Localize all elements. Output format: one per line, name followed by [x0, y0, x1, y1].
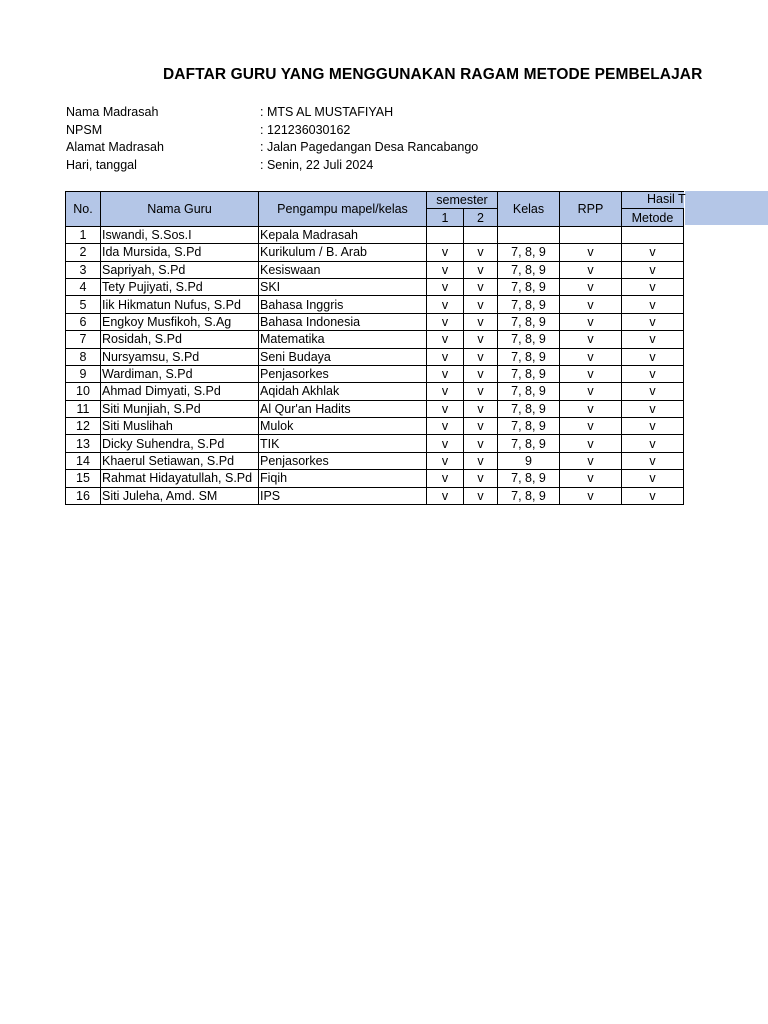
rpp-mark: v	[560, 278, 622, 295]
subject: Penjasorkes	[259, 365, 427, 382]
row-number: 12	[66, 418, 101, 435]
rpp-mark: v	[560, 452, 622, 469]
subject: Kesiswaan	[259, 261, 427, 278]
class-levels: 7, 8, 9	[498, 487, 560, 504]
metode-mark: v	[622, 383, 684, 400]
semester-2-mark: v	[464, 383, 498, 400]
semester-2-mark: v	[464, 435, 498, 452]
header-kelas: Kelas	[498, 192, 560, 227]
table-row	[66, 365, 684, 382]
row-number: 2	[66, 244, 101, 261]
rpp-mark: v	[560, 435, 622, 452]
metode-mark: v	[622, 400, 684, 417]
semester-2-mark: v	[464, 278, 498, 295]
row-number: 11	[66, 400, 101, 417]
metode-mark: v	[622, 278, 684, 295]
info-label: Hari, tanggal	[66, 157, 137, 172]
table-row	[66, 348, 684, 365]
subject: SKI	[259, 278, 427, 295]
teacher-name: Iswandi, S.Sos.I	[101, 226, 259, 243]
table-row	[66, 244, 684, 261]
table-row	[66, 400, 684, 417]
table-row	[66, 383, 684, 400]
class-levels: 7, 8, 9	[498, 296, 560, 313]
class-levels: 7, 8, 9	[498, 435, 560, 452]
semester-2-mark: v	[464, 418, 498, 435]
semester-2-mark: v	[464, 331, 498, 348]
header-overflow-band	[685, 191, 768, 225]
teacher-name: Siti Munjiah, S.Pd	[101, 400, 259, 417]
metode-mark: v	[622, 452, 684, 469]
row-number: 15	[66, 470, 101, 487]
document-title: DAFTAR GURU YANG MENGGUNAKAN RAGAM METODE PEMBELAJAR	[163, 66, 703, 83]
semester-1-mark: v	[427, 261, 464, 278]
semester-2-mark: v	[464, 296, 498, 313]
teacher-name: Nursyamsu, S.Pd	[101, 348, 259, 365]
semester-1-mark: v	[427, 348, 464, 365]
rpp-mark	[560, 226, 622, 243]
table-row	[66, 313, 684, 330]
semester-1-mark: v	[427, 383, 464, 400]
row-number: 10	[66, 383, 101, 400]
info-label: Nama Madrasah	[66, 105, 159, 119]
class-levels	[498, 226, 560, 243]
row-number: 5	[66, 296, 101, 313]
row-number: 6	[66, 313, 101, 330]
rpp-mark: v	[560, 296, 622, 313]
class-levels: 9	[498, 452, 560, 469]
rpp-mark: v	[560, 261, 622, 278]
rpp-mark: v	[560, 313, 622, 330]
table-body	[66, 226, 684, 504]
metode-mark: v	[622, 470, 684, 487]
row-number: 7	[66, 331, 101, 348]
rpp-mark: v	[560, 331, 622, 348]
subject: Penjasorkes	[259, 452, 427, 469]
semester-1-mark: v	[427, 313, 464, 330]
metode-mark: v	[622, 244, 684, 261]
metode-mark: v	[622, 487, 684, 504]
metode-mark: v	[622, 435, 684, 452]
semester-2-mark: v	[464, 261, 498, 278]
info-value: : Jalan Pagedangan Desa Rancabango	[260, 140, 479, 154]
info-label: NPSM	[66, 122, 103, 137]
semester-1-mark: v	[427, 244, 464, 261]
semester-2-mark: v	[464, 470, 498, 487]
semester-1-mark: v	[427, 487, 464, 504]
semester-1-mark: v	[427, 435, 464, 452]
teacher-name: Siti Muslihah	[101, 418, 259, 435]
class-levels: 7, 8, 9	[498, 313, 560, 330]
semester-1-mark: v	[427, 452, 464, 469]
semester-1-mark: v	[427, 278, 464, 295]
teacher-name: Ahmad Dimyati, S.Pd	[101, 383, 259, 400]
subject: Seni Budaya	[259, 348, 427, 365]
semester-2-mark: v	[464, 348, 498, 365]
info-value: : 121236030162	[260, 122, 351, 137]
subject: Matematika	[259, 331, 427, 348]
metode-mark: v	[622, 348, 684, 365]
semester-1-mark: v	[427, 296, 464, 313]
teacher-name: Ida Mursida, S.Pd	[101, 244, 259, 261]
rpp-mark: v	[560, 244, 622, 261]
header-mapel: Pengampu mapel/kelas	[259, 192, 427, 227]
semester-1-mark: v	[427, 400, 464, 417]
header-row-1	[66, 192, 684, 209]
teacher-name: Rosidah, S.Pd	[101, 331, 259, 348]
row-number: 9	[66, 365, 101, 382]
semester-2-mark: v	[464, 452, 498, 469]
class-levels: 7, 8, 9	[498, 331, 560, 348]
class-levels: 7, 8, 9	[498, 348, 560, 365]
metode-mark: v	[622, 261, 684, 278]
subject: Al Qur'an Hadits	[259, 400, 427, 417]
subject: Kurikulum / B. Arab	[259, 244, 427, 261]
row-number: 1	[66, 226, 101, 243]
header-sem-2: 2	[464, 209, 498, 226]
metode-mark: v	[622, 331, 684, 348]
teacher-name: Siti Juleha, Amd. SM	[101, 487, 259, 504]
metode-mark: v	[622, 418, 684, 435]
semester-1-mark: v	[427, 331, 464, 348]
header-sem-1: 1	[427, 209, 464, 226]
semester-2-mark: v	[464, 487, 498, 504]
table-row	[66, 435, 684, 452]
row-number: 14	[66, 452, 101, 469]
table-row	[66, 296, 684, 313]
semester-2-mark: v	[464, 313, 498, 330]
info-label: Alamat Madrasah	[66, 140, 164, 154]
semester-1-mark	[427, 226, 464, 243]
metode-mark: v	[622, 296, 684, 313]
table-row	[66, 418, 684, 435]
table-row	[66, 278, 684, 295]
header-metode: Metode	[622, 209, 684, 226]
info-value: : MTS AL MUSTAFIYAH	[260, 105, 394, 119]
class-levels: 7, 8, 9	[498, 383, 560, 400]
table-row	[66, 452, 684, 469]
subject: Fiqih	[259, 470, 427, 487]
rpp-mark: v	[560, 418, 622, 435]
rpp-mark: v	[560, 487, 622, 504]
row-number: 4	[66, 278, 101, 295]
table-row	[66, 226, 684, 243]
rpp-mark: v	[560, 383, 622, 400]
row-number: 8	[66, 348, 101, 365]
table-row	[66, 331, 684, 348]
teacher-name: Wardiman, S.Pd	[101, 365, 259, 382]
class-levels: 7, 8, 9	[498, 278, 560, 295]
teacher-table	[65, 191, 684, 505]
teacher-name: Engkoy Musfikoh, S.Ag	[101, 313, 259, 330]
header-hasil: Hasil T	[647, 192, 686, 206]
teacher-name: Sapriyah, S.Pd	[101, 261, 259, 278]
subject: Aqidah Akhlak	[259, 383, 427, 400]
header-nama-guru: Nama Guru	[101, 192, 259, 227]
header-semester: semester	[427, 192, 498, 209]
class-levels: 7, 8, 9	[498, 470, 560, 487]
subject: TIK	[259, 435, 427, 452]
teacher-name: Tety Pujiyati, S.Pd	[101, 278, 259, 295]
teacher-name: Rahmat Hidayatullah, S.Pd	[101, 470, 259, 487]
metode-mark	[622, 226, 684, 243]
teacher-name: Iik Hikmatun Nufus, S.Pd	[101, 296, 259, 313]
rpp-mark: v	[560, 365, 622, 382]
subject: Bahasa Indonesia	[259, 313, 427, 330]
semester-2-mark: v	[464, 244, 498, 261]
semester-1-mark: v	[427, 418, 464, 435]
rpp-mark: v	[560, 470, 622, 487]
teacher-name: Dicky Suhendra, S.Pd	[101, 435, 259, 452]
class-levels: 7, 8, 9	[498, 418, 560, 435]
metode-mark: v	[622, 313, 684, 330]
table-row	[66, 261, 684, 278]
semester-2-mark: v	[464, 400, 498, 417]
header-rpp: RPP	[560, 192, 622, 227]
class-levels: 7, 8, 9	[498, 365, 560, 382]
subject: IPS	[259, 487, 427, 504]
metode-mark: v	[622, 365, 684, 382]
row-number: 16	[66, 487, 101, 504]
row-number: 13	[66, 435, 101, 452]
table-row	[66, 487, 684, 504]
header-no: No.	[66, 192, 101, 227]
rpp-mark: v	[560, 400, 622, 417]
rpp-mark: v	[560, 348, 622, 365]
teacher-name: Khaerul Setiawan, S.Pd	[101, 452, 259, 469]
semester-1-mark: v	[427, 365, 464, 382]
subject: Kepala Madrasah	[259, 226, 427, 243]
row-number: 3	[66, 261, 101, 278]
semester-2-mark	[464, 226, 498, 243]
class-levels: 7, 8, 9	[498, 261, 560, 278]
semester-2-mark: v	[464, 365, 498, 382]
subject: Mulok	[259, 418, 427, 435]
class-levels: 7, 8, 9	[498, 244, 560, 261]
subject: Bahasa Inggris	[259, 296, 427, 313]
table-row	[66, 470, 684, 487]
info-value: : Senin, 22 Juli 2024	[260, 157, 374, 172]
class-levels: 7, 8, 9	[498, 400, 560, 417]
semester-1-mark: v	[427, 470, 464, 487]
